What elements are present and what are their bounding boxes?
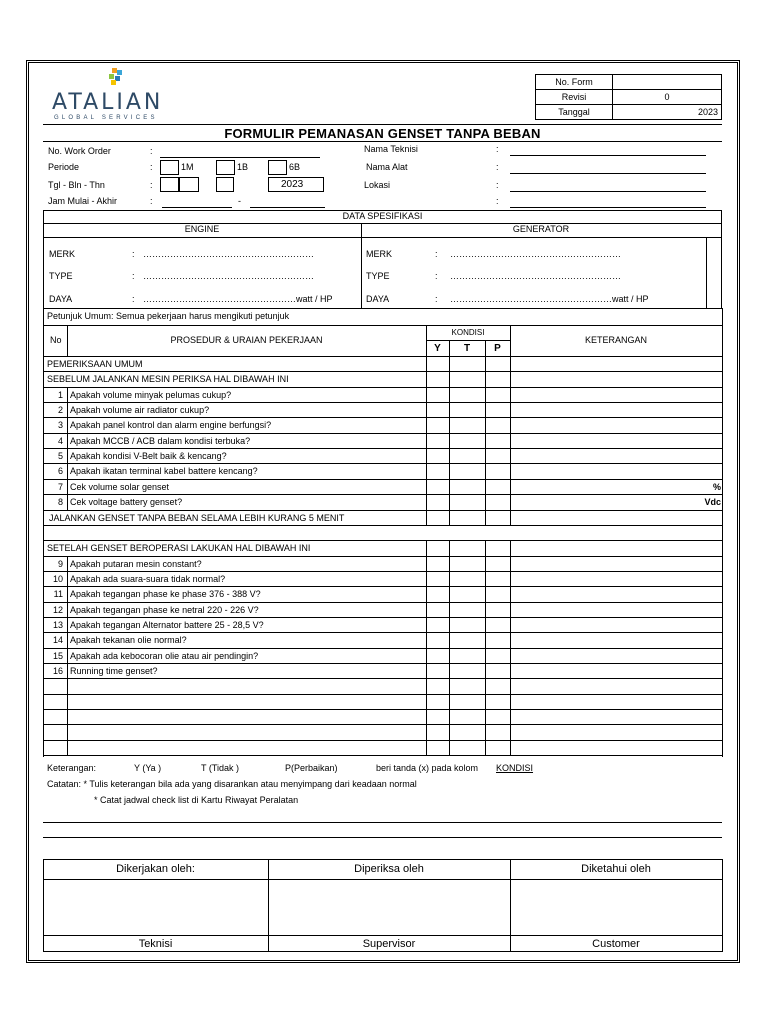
- header-t: T: [463, 343, 471, 354]
- kondisi-cell-y[interactable]: [427, 741, 449, 755]
- colon: :: [132, 249, 135, 259]
- kondisi-cell-p[interactable]: [486, 434, 510, 448]
- notes-write-line[interactable]: [43, 837, 722, 838]
- unit-label: %: [712, 482, 721, 492]
- kondisi-cell-p[interactable]: [486, 464, 510, 479]
- item-number: 4: [57, 436, 63, 446]
- meta-label: No. Form: [536, 75, 613, 90]
- kondisi-cell-p[interactable]: [486, 633, 510, 648]
- kondisi-cell-p[interactable]: [486, 572, 510, 586]
- header-procedure: PROSEDUR & URAIAN PEKERJAAN: [170, 335, 323, 345]
- kondisi-cell-y[interactable]: [427, 541, 449, 556]
- colon: :: [435, 294, 438, 304]
- item-number: 11: [53, 589, 63, 599]
- item-text: Apakah tegangan phase ke phase 376 - 388 V?: [70, 589, 261, 599]
- header-kondisi: KONDISI: [451, 328, 485, 337]
- kondisi-cell-t[interactable]: [450, 403, 485, 417]
- item-text: Apakah ada suara-suara tidak normal?: [70, 574, 226, 584]
- kondisi-cell-p[interactable]: [486, 649, 510, 663]
- keterangan-cell[interactable]: [511, 725, 722, 740]
- item-number: 9: [57, 559, 63, 569]
- kondisi-cell-p[interactable]: [486, 557, 510, 571]
- form-meta-table: [535, 74, 722, 120]
- generator-merk-field[interactable]: …………………………………………………: [450, 249, 621, 259]
- item-number: 2: [57, 405, 63, 415]
- keterangan-cell[interactable]: [511, 403, 722, 417]
- kondisi-cell-p[interactable]: [486, 664, 510, 678]
- kondisi-cell-t[interactable]: [450, 541, 485, 556]
- kondisi-cell-p[interactable]: [486, 741, 510, 755]
- item-number: 1: [57, 390, 63, 400]
- item-text: Running time genset?: [70, 666, 158, 676]
- signature-role-technician: Teknisi: [138, 938, 173, 950]
- item-number: 7: [57, 482, 63, 492]
- location-field[interactable]: [510, 191, 706, 192]
- keterangan-cell[interactable]: [511, 418, 722, 433]
- periode-1b-label: 1B: [237, 162, 249, 172]
- kondisi-cell-y[interactable]: [427, 357, 449, 371]
- periode-1m-label: 1M: [181, 162, 194, 172]
- item-text: Cek voltage battery genset?: [70, 497, 183, 507]
- item-number: 10: [52, 574, 63, 584]
- legend-p: P(Perbaikan): [285, 763, 338, 773]
- kondisi-cell-y[interactable]: [427, 649, 449, 663]
- kondisi-cell-t[interactable]: [450, 572, 485, 586]
- keterangan-cell[interactable]: [511, 710, 722, 724]
- signature-box-customer[interactable]: [511, 880, 722, 935]
- kondisi-cell-y[interactable]: [427, 664, 449, 678]
- section-heading: PEMERIKSAAN UMUM: [47, 359, 143, 369]
- logo-tagline: GLOBAL SERVICES: [54, 115, 158, 121]
- signature-role-customer: Customer: [592, 938, 640, 950]
- colon: :: [150, 146, 153, 156]
- kondisi-cell-y[interactable]: [427, 464, 449, 479]
- keterangan-cell[interactable]: [511, 603, 722, 617]
- kondisi-cell-p[interactable]: [486, 725, 510, 740]
- keterangan-cell[interactable]: [511, 449, 722, 463]
- meta-label: Tanggal: [536, 105, 613, 120]
- keterangan-cell[interactable]: [511, 388, 722, 402]
- kondisi-cell-p[interactable]: [486, 541, 510, 556]
- item-text: Cek volume solar genset: [70, 482, 170, 492]
- periode-1m-checkbox[interactable]: [160, 160, 179, 175]
- meta-value[interactable]: 2023: [613, 105, 722, 120]
- kondisi-cell-y[interactable]: [427, 434, 449, 448]
- day-field[interactable]: [160, 177, 179, 192]
- kondisi-cell-t[interactable]: [450, 464, 485, 479]
- keterangan-cell[interactable]: [511, 480, 722, 494]
- kondisi-cell-y[interactable]: [427, 572, 449, 586]
- kondisi-cell-t[interactable]: [450, 633, 485, 648]
- item-number: 5: [57, 451, 63, 461]
- item-number: 14: [52, 635, 63, 645]
- item-number: 3: [57, 420, 63, 430]
- kondisi-cell-p[interactable]: [486, 480, 510, 494]
- work-order-field[interactable]: [160, 157, 320, 158]
- legend-t: T (Tidak ): [201, 763, 240, 773]
- section-heading: SEBELUM JALANKAN MESIN PERIKSA HAL DIBAWAH INI: [47, 374, 289, 384]
- kondisi-cell-p[interactable]: [486, 495, 510, 510]
- kondisi-cell-y[interactable]: [427, 603, 449, 617]
- item-number: 15: [52, 651, 63, 661]
- kondisi-cell-t[interactable]: [450, 741, 485, 755]
- notes-line-2: * Catat jadwal check list di Kartu Riwayat Peralatan: [94, 795, 299, 805]
- unit-label: Vdc: [704, 497, 721, 507]
- meta-value[interactable]: [613, 75, 722, 90]
- item-text: Apakah panel kontrol dan alarm engine berfungsi?: [70, 420, 272, 430]
- location-label: Lokasi: [364, 180, 391, 190]
- month-field[interactable]: [179, 177, 199, 192]
- signature-role-supervisor: Supervisor: [362, 938, 416, 950]
- kondisi-cell-y[interactable]: [427, 388, 449, 402]
- kondisi-cell-y[interactable]: [427, 480, 449, 494]
- kondisi-cell-p[interactable]: [486, 710, 510, 724]
- colon: :: [132, 294, 135, 304]
- logo: [52, 66, 182, 124]
- kondisi-cell-p[interactable]: [486, 679, 510, 694]
- generator-merk-label: MERK: [366, 249, 393, 259]
- keterangan-cell[interactable]: [511, 372, 722, 387]
- keterangan-cell[interactable]: [511, 434, 722, 448]
- item-number: 6: [57, 466, 63, 476]
- periode-6b-label: 6B: [289, 162, 301, 172]
- colon: :: [132, 271, 135, 281]
- periode-6b-checkbox[interactable]: [268, 160, 287, 175]
- kondisi-cell-p[interactable]: [486, 357, 510, 371]
- kondisi-cell-y[interactable]: [427, 557, 449, 571]
- kondisi-cell-p[interactable]: [486, 403, 510, 417]
- kondisi-cell-t[interactable]: [450, 388, 485, 402]
- year-value: 2023: [281, 179, 304, 190]
- signature-head-checker: Diperiksa oleh: [354, 863, 424, 875]
- kondisi-cell-y[interactable]: [427, 695, 449, 709]
- kondisi-cell-t[interactable]: [450, 557, 485, 571]
- colon: :: [496, 196, 499, 206]
- legend-label: Keterangan:: [47, 763, 97, 773]
- kondisi-cell-y[interactable]: [427, 710, 449, 724]
- generator-heading: GENERATOR: [512, 224, 570, 234]
- keterangan-cell[interactable]: [511, 664, 722, 678]
- item-text: Apakah volume minyak pelumas cukup?: [70, 390, 232, 400]
- colon: :: [150, 180, 153, 190]
- item-text: Apakah MCCB / ACB dalam kondisi terbuka?: [70, 436, 251, 446]
- spec-title: DATA SPESIFIKASI: [342, 211, 423, 221]
- section-heading: SETELAH GENSET BEROPERASI LAKUKAN HAL DIBAWAH INI: [47, 543, 311, 553]
- logo-mark-icon: [106, 68, 126, 88]
- kondisi-cell-y[interactable]: [427, 403, 449, 417]
- generator-type-field[interactable]: …………………………………………………: [450, 271, 621, 281]
- kondisi-cell-t[interactable]: [450, 710, 485, 724]
- kondisi-cell-y[interactable]: [427, 449, 449, 463]
- colon: :: [150, 162, 153, 172]
- keterangan-cell[interactable]: [511, 633, 722, 648]
- keterangan-cell[interactable]: [511, 557, 722, 571]
- keterangan-cell[interactable]: [511, 618, 722, 632]
- kondisi-cell-p[interactable]: [486, 603, 510, 617]
- work-order-label: No. Work Order: [48, 146, 111, 156]
- kondisi-cell-y[interactable]: [427, 587, 449, 602]
- item-text: Apakah ikatan terminal kabel battere kencang?: [70, 466, 258, 476]
- kondisi-cell-y[interactable]: [427, 725, 449, 740]
- kondisi-cell-t[interactable]: [450, 418, 485, 433]
- colon: :: [435, 271, 438, 281]
- item-number: 12: [52, 605, 63, 615]
- technician-name-label: Nama Teknisi: [364, 144, 418, 154]
- item-text-cell[interactable]: [68, 741, 426, 755]
- kondisi-cell-y[interactable]: [427, 618, 449, 632]
- end-time-field[interactable]: [250, 207, 325, 208]
- colon: :: [496, 162, 499, 172]
- item-text: Apakah tegangan Alternator battere 25 - 28,5 V?: [70, 620, 264, 630]
- kondisi-cell-t[interactable]: [450, 679, 485, 694]
- item-text: Apakah kondisi V-Belt baik & kencang?: [70, 451, 227, 461]
- extra-field[interactable]: [510, 207, 706, 208]
- signature-box-supervisor[interactable]: [269, 880, 510, 935]
- colon: :: [150, 196, 153, 206]
- equipment-name-field[interactable]: [510, 173, 706, 174]
- engine-daya-field[interactable]: ……………………………………………watt / HP: [143, 294, 333, 304]
- colon: :: [496, 180, 499, 190]
- item-text: Apakah tegangan phase ke netral 220 - 226 V?: [70, 605, 259, 615]
- equipment-name-label: Nama Alat: [366, 162, 408, 172]
- kondisi-cell-p[interactable]: [486, 418, 510, 433]
- generator-daya-field[interactable]: ………………………………………………watt / HP: [450, 294, 649, 304]
- kondisi-cell-p[interactable]: [486, 388, 510, 402]
- logo-name: ATALIAN: [52, 90, 164, 115]
- keterangan-cell[interactable]: [511, 357, 722, 371]
- meta-row-revisi: [536, 90, 722, 105]
- engine-heading: ENGINE: [184, 224, 220, 234]
- kondisi-cell-p[interactable]: [486, 449, 510, 463]
- item-text-cell[interactable]: [68, 695, 426, 709]
- kondisi-cell-y[interactable]: [427, 495, 449, 510]
- keterangan-cell[interactable]: [511, 464, 722, 479]
- item-text-cell[interactable]: [68, 710, 426, 724]
- legend-y: Y (Ya ): [134, 763, 162, 773]
- keterangan-cell[interactable]: [511, 572, 722, 586]
- item-number: 13: [52, 620, 63, 630]
- keterangan-cell[interactable]: [511, 587, 722, 602]
- kondisi-cell-y[interactable]: [427, 418, 449, 433]
- form-title: FORMULIR PEMANASAN GENSET TANPA BEBAN: [224, 126, 541, 141]
- header-keterangan: KETERANGAN: [584, 335, 647, 345]
- item-number: 8: [57, 497, 63, 507]
- item-number: 16: [52, 666, 63, 676]
- kondisi-cell-t[interactable]: [450, 357, 485, 371]
- kondisi-cell-y[interactable]: [427, 679, 449, 694]
- keterangan-cell[interactable]: [511, 695, 722, 709]
- kondisi-cell-t[interactable]: [450, 649, 485, 663]
- engine-daya-label: DAYA: [49, 294, 73, 304]
- keterangan-cell[interactable]: [511, 741, 722, 755]
- kondisi-cell-t[interactable]: [450, 725, 485, 740]
- kondisi-cell-t[interactable]: [450, 695, 485, 709]
- signature-box-technician[interactable]: [44, 880, 268, 935]
- meta-row-no-form: [536, 75, 722, 90]
- colon: :: [496, 144, 499, 154]
- item-text: Apakah tekanan olie normal?: [70, 635, 187, 645]
- item-text: Apakah putaran mesin constant?: [70, 559, 202, 569]
- general-instruction: Petunjuk Umum: Semua pekerjaan harus mengikuti petunjuk: [47, 311, 290, 321]
- kondisi-cell-p[interactable]: [486, 618, 510, 632]
- signature-head-acknowledger: Diketahui oleh: [581, 863, 651, 875]
- meta-row-tanggal: [536, 105, 722, 120]
- engine-type-label: TYPE: [49, 271, 73, 281]
- run-instruction: JALANKAN GENSET TANPA BEBAN SELAMA LEBIH KURANG 5 MENIT: [49, 513, 345, 523]
- item-text: Apakah ada kebocoran olie atau air pendingin?: [70, 651, 259, 661]
- colon: :: [435, 249, 438, 259]
- item-text: Apakah volume air radiator cukup?: [70, 405, 210, 415]
- periode-label: Periode: [48, 162, 80, 172]
- header-no: No: [50, 335, 62, 345]
- legend-instruction: beri tanda (x) pada kolom: [376, 763, 479, 773]
- meta-label: Revisi: [536, 90, 613, 105]
- kondisi-cell-p[interactable]: [486, 587, 510, 602]
- kondisi-cell-t[interactable]: [450, 449, 485, 463]
- generator-type-label: TYPE: [366, 271, 390, 281]
- kondisi-cell-p[interactable]: [486, 372, 510, 387]
- keterangan-cell[interactable]: [511, 541, 722, 556]
- engine-merk-label: MERK: [49, 249, 76, 259]
- kondisi-cell-t[interactable]: [450, 603, 485, 617]
- legend-kondisi: KONDISI: [496, 763, 534, 773]
- kondisi-cell-t[interactable]: [450, 664, 485, 678]
- start-time-field[interactable]: [162, 207, 232, 208]
- time-dash: -: [238, 196, 241, 206]
- notes-line-1: Catatan: * Tulis keterangan bila ada yang disarankan atau menyimpang dari keadaan normal: [47, 779, 417, 789]
- technician-name-field[interactable]: [510, 155, 706, 156]
- generator-daya-label: DAYA: [366, 294, 390, 304]
- engine-type-field[interactable]: …………………………………………………: [143, 271, 314, 281]
- periode-1b-checkbox[interactable]: [216, 160, 235, 175]
- item-text-cell[interactable]: [68, 679, 426, 694]
- kondisi-cell-t[interactable]: [450, 618, 485, 632]
- kondisi-cell-t[interactable]: [450, 495, 485, 510]
- kondisi-cell-t[interactable]: [450, 480, 485, 494]
- keterangan-cell[interactable]: [511, 649, 722, 663]
- kondisi-cell-t[interactable]: [450, 434, 485, 448]
- page-border-inner: [28, 62, 738, 961]
- keterangan-cell[interactable]: [511, 495, 722, 510]
- header-p: P: [494, 343, 501, 354]
- kondisi-cell-t[interactable]: [450, 372, 485, 387]
- signature-head-worker: Dikerjakan oleh:: [116, 863, 195, 875]
- kondisi-cell-t[interactable]: [450, 587, 485, 602]
- item-text-cell[interactable]: [68, 725, 426, 740]
- kondisi-cell-p[interactable]: [486, 695, 510, 709]
- time-label: Jam Mulai - Akhir: [48, 196, 118, 206]
- header-y: Y: [434, 343, 441, 354]
- meta-value[interactable]: 0: [613, 90, 722, 105]
- date-label: Tgl - Bln - Thn: [48, 180, 105, 190]
- year-field[interactable]: [216, 177, 234, 192]
- notes-write-line[interactable]: [43, 822, 722, 823]
- keterangan-cell[interactable]: [511, 679, 722, 694]
- kondisi-cell-y[interactable]: [427, 633, 449, 648]
- engine-merk-field[interactable]: …………………………………………………: [143, 249, 314, 259]
- kondisi-cell-y[interactable]: [427, 372, 449, 387]
